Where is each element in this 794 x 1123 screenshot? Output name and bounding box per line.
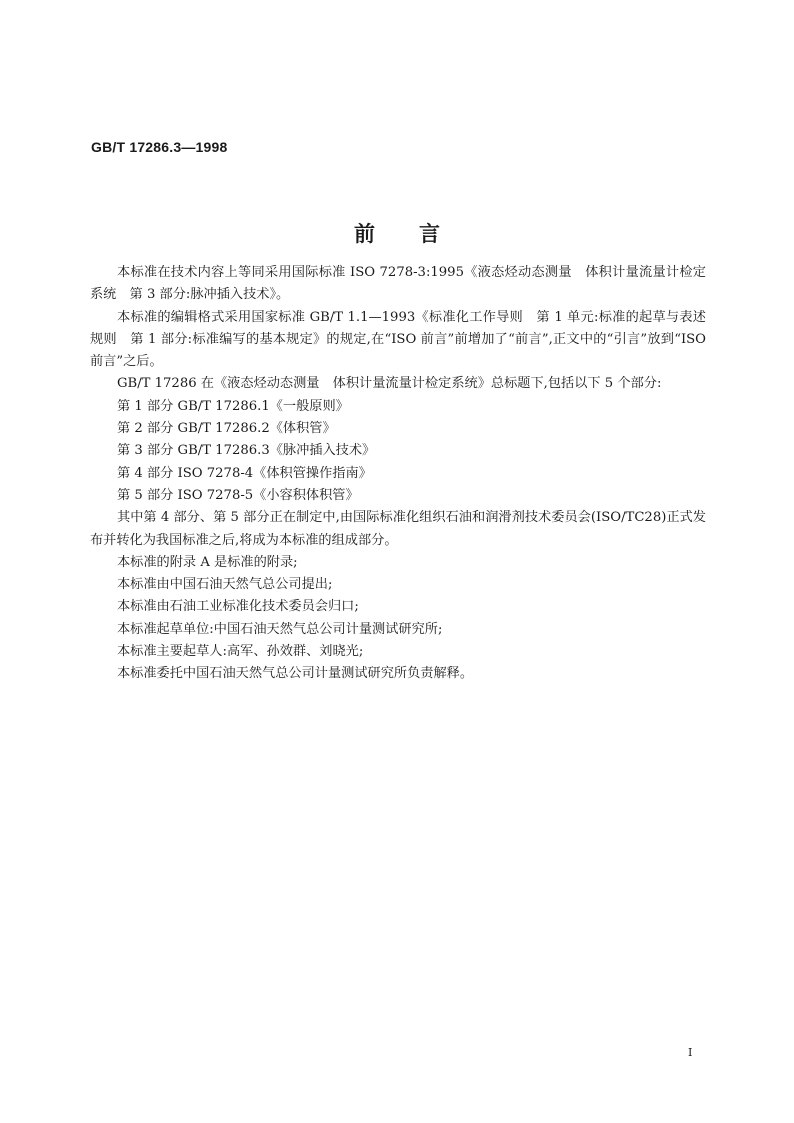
- document-body: [90, 262, 706, 686]
- paragraph: 本标准由石油工业标准化技术委员会归口;: [117, 599, 359, 615]
- list-item: 第 2 部分 GB/T 17286.2《体积管》: [117, 421, 336, 437]
- paragraph: GB/T 17286 在《液态烃动态测量 体积计量流量计检定系统》总标题下,包括以下 5 个部分:: [117, 376, 662, 392]
- page-number: I: [688, 1046, 693, 1059]
- paragraph: 本标准起草单位:中国石油天然气总公司计量测试研究所;: [117, 621, 443, 637]
- standard-number-header: GB/T 17286.3—1998: [91, 139, 228, 155]
- paragraph: 本标准委托中国石油天然气总公司计量测试研究所负责解释。: [117, 666, 474, 682]
- paragraph: 本标准在技术内容上等同采用国际标准 ISO 7278-3:1995《液态烃动态测量 体积计量流量计检定系统 第 3 部分:脉冲插入技术》。: [90, 265, 706, 303]
- list-item: 第 1 部分 GB/T 17286.1《一般原则》: [117, 398, 349, 414]
- list-item: 第 4 部分 ISO 7278-4《体积管操作指南》: [117, 465, 372, 481]
- list-item: 第 5 部分 ISO 7278-5《小容积体积管》: [117, 487, 359, 503]
- paragraph: 其中第 4 部分、第 5 部分正在制定中,由国际标准化组织石油和润滑剂技术委员会(ISO/TC28)正式发布并转化为我国标准之后,将成为本标准的组成部分。: [90, 510, 706, 548]
- paragraph: 本标准主要起草人:高军、孙效群、刘晓光;: [117, 644, 364, 660]
- paragraph: 本标准由中国石油天然气总公司提出;: [117, 577, 333, 593]
- paragraph: 本标准的附录 A 是标准的附录;: [117, 554, 298, 570]
- paragraph: 本标准的编辑格式采用国家标准 GB/T 1.1—1993《标准化工作导则 第 1 单元:标准的起草与表述规则 第 1 部分:标准编写的基本规定》的规定,在“ISO 前言”前增加了“前言”,正文中的“引言”放到“ISO 前言”之后。: [90, 309, 706, 370]
- list-item: 第 3 部分 GB/T 17286.3《脉冲插入技术》: [117, 443, 376, 459]
- page-title: 前言: [354, 222, 484, 246]
